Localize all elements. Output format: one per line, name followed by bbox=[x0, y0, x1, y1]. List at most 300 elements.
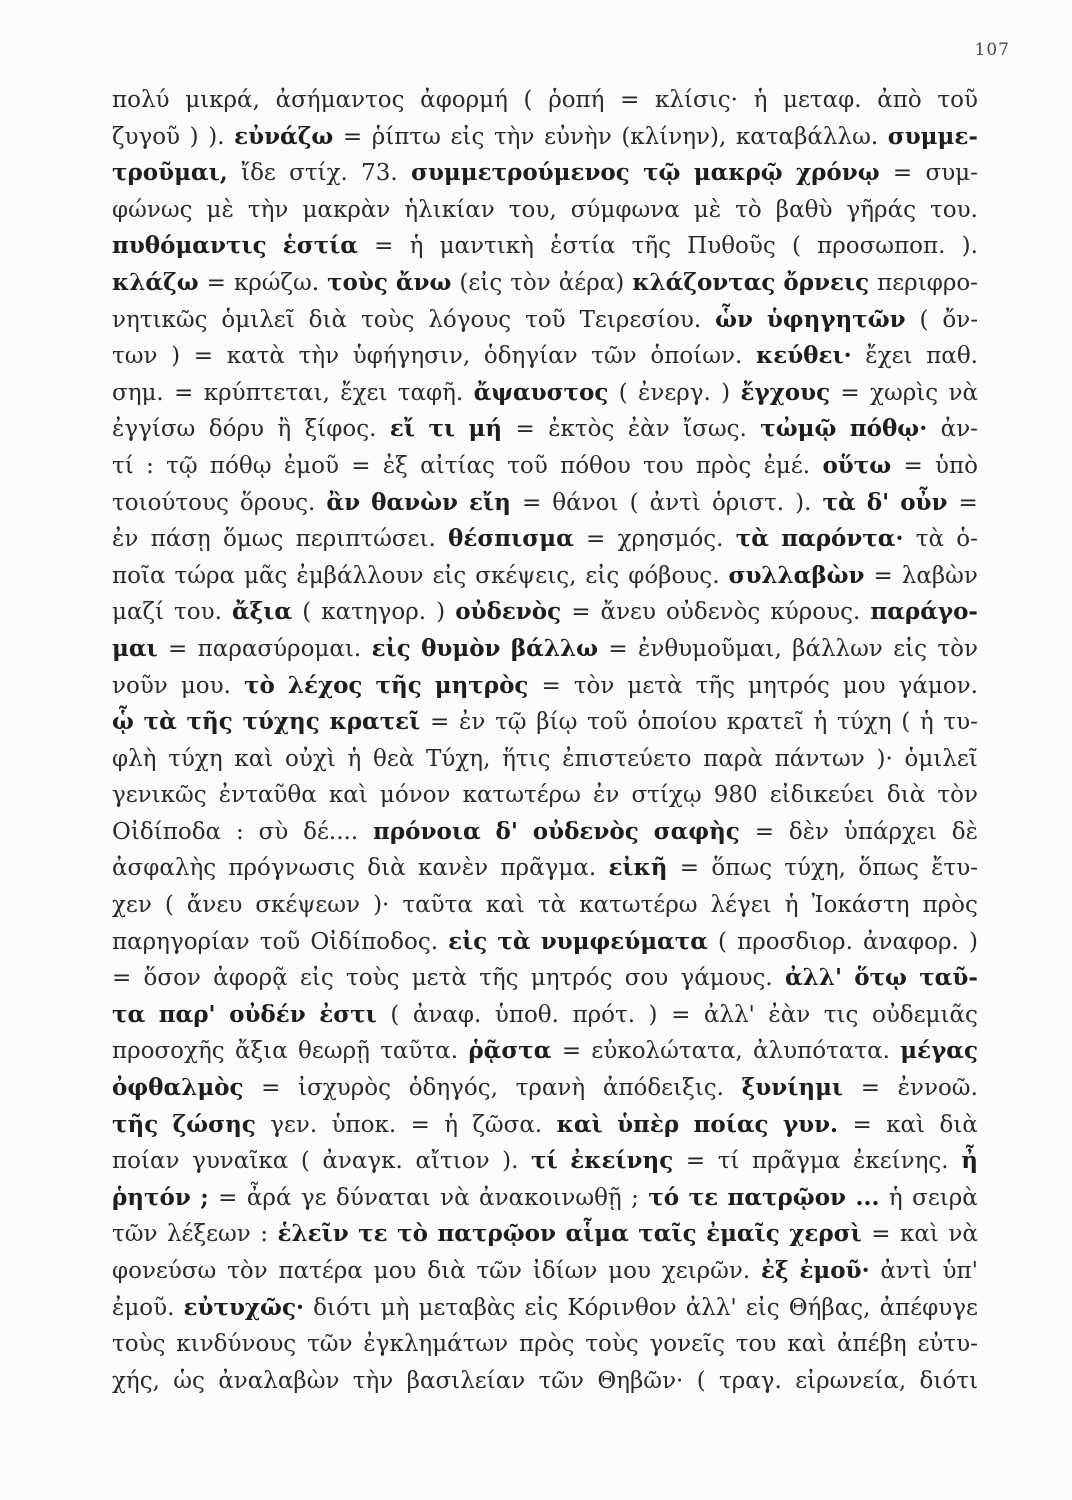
text-line bbox=[112, 850, 978, 887]
gloss-word: πρᾶγμα bbox=[752, 1148, 841, 1175]
lemma-term: ἄνω bbox=[395, 268, 452, 296]
gloss-word: τῆς bbox=[479, 965, 519, 992]
gloss-word: ἐμοῦ bbox=[283, 452, 339, 479]
text-line bbox=[112, 302, 978, 339]
gloss-word: καὶ bbox=[899, 1221, 939, 1248]
lemma-term: ὧν bbox=[715, 305, 753, 333]
gloss-word: πόθου bbox=[560, 452, 631, 479]
gloss-word: ῥίπτω bbox=[371, 123, 441, 150]
gloss-word: χωρὶς bbox=[870, 379, 939, 406]
lemma-term: ἐστι bbox=[319, 1000, 377, 1028]
lemma-term: εἰκῆ bbox=[608, 854, 668, 882]
lemma-term: τὸ bbox=[243, 671, 275, 699]
gloss-word: ( bbox=[523, 87, 533, 113]
gloss-word: ἀσφαλὴς bbox=[112, 855, 217, 882]
gloss-word: χεν bbox=[112, 892, 152, 919]
gloss-word: ἀνακοινωθῇ bbox=[479, 1184, 622, 1211]
lemma-term: τὰ bbox=[497, 927, 531, 955]
gloss-word: προσδιορ. bbox=[737, 928, 853, 955]
gloss-word: ἀπέφυγε bbox=[879, 1294, 978, 1321]
gloss-word: ὅρους. bbox=[239, 489, 316, 516]
gloss-word: εὐτυ- bbox=[917, 1331, 978, 1358]
gloss-word: ( bbox=[300, 1148, 310, 1175]
gloss-word: τῆς bbox=[695, 672, 735, 699]
gloss-word: ῥοπή bbox=[548, 87, 605, 113]
gloss-word: του. bbox=[174, 599, 222, 626]
gloss-word: εὐκολώτατα, bbox=[591, 1038, 743, 1065]
text-line bbox=[112, 1107, 978, 1144]
gloss-word: εἰς bbox=[450, 123, 485, 150]
gloss-word: βάλλων bbox=[792, 635, 883, 662]
text-line bbox=[112, 265, 978, 302]
gloss-word: ( bbox=[618, 379, 628, 406]
gloss-word: τῶν bbox=[476, 1258, 522, 1284]
gloss-word: ἐὰν bbox=[768, 1001, 811, 1028]
gloss-word: προσοχῆς bbox=[112, 1038, 225, 1065]
gloss-word: ποίαν bbox=[112, 1148, 180, 1175]
gloss-word: χρησμός. bbox=[617, 526, 724, 553]
gloss-word: ἀπόδειξις. bbox=[602, 1075, 724, 1102]
gloss-word: πατέρα bbox=[278, 1258, 363, 1284]
gloss-word: ἴσως. bbox=[683, 416, 747, 443]
lemma-term: τε bbox=[358, 1220, 388, 1248]
gloss-word: = bbox=[112, 965, 132, 992]
gloss-word: ὅπως bbox=[711, 855, 772, 882]
text-line bbox=[112, 777, 978, 814]
gloss-word: ) bbox=[968, 928, 978, 955]
gloss-word: = bbox=[342, 123, 363, 150]
gloss-word: ἐξ bbox=[382, 452, 408, 479]
gloss-word: ἥτις bbox=[502, 745, 551, 772]
gloss-word: νὰ bbox=[948, 1221, 978, 1248]
gloss-word: φόβους. bbox=[628, 562, 720, 589]
gloss-word: οὐδενὸς bbox=[666, 599, 761, 626]
gloss-word: σκέψεις, bbox=[475, 562, 577, 589]
text-line bbox=[112, 1253, 978, 1290]
gloss-word: ἀσήμαντος bbox=[275, 87, 405, 113]
lemma-term: τί bbox=[531, 1147, 558, 1175]
gloss-word: τί bbox=[112, 452, 134, 479]
gloss-word: καὶ bbox=[234, 745, 274, 772]
gloss-word: τὴν bbox=[352, 1367, 394, 1394]
gloss-word: ( bbox=[791, 233, 801, 260]
gloss-word: λέξεων bbox=[166, 1221, 251, 1248]
gloss-word: ποῖα bbox=[112, 562, 166, 589]
gloss-word: τοῦ bbox=[525, 306, 566, 333]
text-line bbox=[112, 924, 978, 961]
lemma-term: ἐμαῖς bbox=[706, 1220, 780, 1248]
gloss-word: πρὸς bbox=[922, 892, 978, 919]
gloss-word: τὸν bbox=[937, 782, 978, 809]
gloss-word: ἡ bbox=[919, 709, 934, 736]
gloss-word: μακρὰν bbox=[302, 196, 391, 223]
gloss-word: : bbox=[260, 1221, 269, 1248]
gloss-word: μεταφ. bbox=[783, 87, 862, 113]
gloss-word: ἀντὶ bbox=[880, 1258, 932, 1284]
lemma-term: κλάζω bbox=[112, 268, 199, 296]
gloss-word: μὲ bbox=[206, 196, 234, 223]
text-line bbox=[112, 1033, 978, 1070]
gloss-word: προσωποπ. bbox=[817, 233, 946, 260]
lemma-term: τὰ bbox=[735, 525, 769, 553]
text-line bbox=[112, 1326, 978, 1363]
gloss-word: ἐγκλημάτων bbox=[363, 1331, 509, 1358]
gloss-word: τὸν bbox=[937, 635, 978, 662]
gloss-word: ὁ- bbox=[956, 526, 978, 553]
lemma-term: παρ' bbox=[158, 1000, 216, 1028]
gloss-word: σκέψεων bbox=[255, 892, 361, 919]
gloss-word: πρὸς bbox=[519, 1331, 575, 1358]
gloss-word: ἀπέβη bbox=[837, 1331, 907, 1358]
gloss-word: καταβάλλω. bbox=[735, 123, 879, 150]
gloss-word: καὶ bbox=[485, 892, 525, 919]
lemma-term: τῆς bbox=[375, 671, 422, 699]
gloss-word: γάμον. bbox=[898, 672, 978, 699]
lemma-term: παράγο- bbox=[870, 598, 978, 626]
gloss-word: = bbox=[374, 233, 394, 260]
lemma-term: παρόντα· bbox=[781, 525, 904, 553]
lemma-term: ἀλλ' bbox=[784, 964, 842, 992]
gloss-word: τύχη, bbox=[784, 855, 846, 882]
gloss-word: διότι bbox=[919, 1367, 978, 1394]
gloss-word: ταφῆ. bbox=[397, 379, 464, 406]
lemma-term: ἦ bbox=[961, 1147, 978, 1175]
gloss-word: παρασύρομαι. bbox=[197, 635, 362, 662]
gloss-word: τὰ bbox=[915, 526, 945, 553]
gloss-word: ἡ bbox=[409, 233, 424, 260]
lemma-term: ᾧ bbox=[112, 708, 134, 736]
lemma-term: ἐμοῦ· bbox=[799, 1257, 870, 1284]
lemma-term: εἴ bbox=[389, 415, 416, 443]
gloss-word: του, bbox=[508, 196, 557, 223]
text-line bbox=[112, 119, 978, 156]
text-line bbox=[112, 338, 978, 375]
gloss-word: ὅμως bbox=[222, 526, 284, 553]
gloss-word: μὲ bbox=[693, 196, 722, 223]
lemma-term: δ' bbox=[495, 817, 518, 845]
gloss-word: δύναται bbox=[336, 1184, 431, 1211]
lemma-term: θέσπισμα bbox=[448, 525, 574, 553]
gloss-word: = bbox=[903, 452, 923, 479]
lemma-term: συμμε- bbox=[887, 122, 978, 150]
gloss-word: θάνοι bbox=[552, 489, 619, 516]
text-line bbox=[112, 558, 978, 595]
lemma-term: δ' bbox=[866, 488, 890, 516]
gloss-word: ἐγγίσω bbox=[112, 416, 196, 443]
text-line bbox=[112, 228, 978, 265]
gloss-word: ). bbox=[961, 233, 978, 260]
gloss-word: ( bbox=[718, 928, 728, 955]
gloss-word: : bbox=[235, 818, 244, 845]
text-line bbox=[112, 1180, 978, 1217]
lemma-term: ταῦ- bbox=[919, 964, 978, 992]
gloss-word: τῶν bbox=[307, 1331, 353, 1358]
gloss-word: Τειρεσίου. bbox=[579, 306, 702, 333]
lemma-term: ἑστία bbox=[282, 232, 358, 260]
gloss-word: τῶν bbox=[112, 1221, 158, 1248]
lemma-term: πατρῷον bbox=[727, 1183, 847, 1211]
lemma-term: νυμφεύματα bbox=[540, 927, 708, 955]
lemma-term: τὰ bbox=[822, 488, 856, 516]
gloss-word: ἰσχυρὸς bbox=[298, 1075, 392, 1102]
lemma-term: κεύθει· bbox=[755, 342, 852, 370]
gloss-word: μου. bbox=[180, 672, 231, 699]
gloss-word: κινδύνους bbox=[176, 1331, 297, 1358]
gloss-word: οὐδεμιᾶς bbox=[871, 1001, 978, 1028]
gloss-word: ( bbox=[390, 1001, 400, 1028]
gloss-word: ὑφήγησιν, bbox=[352, 343, 471, 370]
gloss-word: διὰ bbox=[308, 306, 348, 333]
gloss-word: ( bbox=[919, 306, 929, 333]
gloss-word: σειρὰ bbox=[912, 1184, 978, 1211]
gloss-word: Τύχη, bbox=[426, 745, 491, 772]
gloss-word: μαζί bbox=[112, 599, 164, 626]
lemma-term: μή bbox=[468, 415, 503, 443]
lemma-term: μαι bbox=[112, 634, 158, 662]
gloss-word: τύχη bbox=[168, 745, 223, 772]
gloss-word: βαθὺ bbox=[775, 196, 833, 223]
lemma-term: ἄξια bbox=[231, 598, 293, 626]
gloss-word: Θήβας, bbox=[788, 1294, 871, 1321]
lemma-term: οὐδενὸς bbox=[532, 817, 639, 845]
lemma-term: εὐτυχῶς· bbox=[183, 1293, 304, 1321]
lemma-term: χερσὶ bbox=[789, 1220, 862, 1248]
gloss-word: ἀλλ' bbox=[685, 1294, 737, 1321]
gloss-word: Πυθοῦς bbox=[687, 233, 776, 260]
gloss-word: ). bbox=[795, 489, 812, 516]
gloss-word: νητικῶς bbox=[112, 306, 208, 333]
gloss-word: κατωτέρω bbox=[579, 892, 698, 919]
text-line bbox=[112, 155, 978, 192]
gloss-word: 73. bbox=[361, 160, 398, 187]
lemma-term: ὅτῳ bbox=[854, 964, 907, 992]
gloss-word: = bbox=[958, 489, 978, 516]
gloss-word: εἰς bbox=[524, 1294, 559, 1321]
text-line bbox=[112, 1070, 978, 1107]
gloss-word: κρατεῖ bbox=[726, 709, 804, 736]
lemma-term: ἐκείνης bbox=[570, 1147, 674, 1175]
gloss-word: τυ- bbox=[943, 709, 978, 736]
gloss-word: ὡς bbox=[173, 1367, 205, 1394]
gloss-word: ἐκείνης. bbox=[853, 1148, 949, 1175]
gloss-word: καὶ bbox=[328, 782, 368, 809]
gloss-word: τῶν bbox=[591, 343, 637, 370]
gloss-word: ξίφος. bbox=[304, 416, 377, 443]
gloss-word: = bbox=[586, 526, 606, 553]
lemma-term: ὑφηγητῶν bbox=[766, 305, 906, 333]
gloss-word: πρότ. bbox=[572, 1001, 636, 1028]
gloss-word: = bbox=[679, 855, 700, 882]
lemma-term: ἂν bbox=[326, 488, 361, 516]
text-line bbox=[112, 448, 978, 485]
gloss-word: ). bbox=[502, 1148, 519, 1175]
lemma-term: μακρῷ bbox=[693, 159, 783, 187]
gloss-word: τοῦ bbox=[259, 928, 301, 955]
gloss-word: ἑστία bbox=[550, 233, 616, 260]
gloss-word: τὸν bbox=[510, 269, 551, 296]
lemma-term: θανὼν bbox=[371, 488, 458, 516]
gloss-word: ἀναφ. bbox=[412, 1001, 482, 1028]
gloss-word: ) bbox=[648, 1001, 658, 1028]
gloss-word: τὴν bbox=[247, 196, 289, 223]
gloss-word: ταῦτα. bbox=[380, 1038, 459, 1065]
gloss-word: ἡ bbox=[444, 1111, 459, 1138]
gloss-word: ἀλυπότατα. bbox=[753, 1038, 890, 1065]
lemma-term: κλάζοντας bbox=[632, 268, 776, 296]
gloss-word: ὑπ' bbox=[942, 1258, 978, 1284]
gloss-word: ὅσον bbox=[143, 965, 201, 992]
text-line bbox=[112, 375, 978, 412]
gloss-word: 980 bbox=[713, 782, 758, 809]
gloss-word: νοῦν bbox=[112, 672, 168, 699]
lemma-term: εἰς bbox=[371, 634, 411, 662]
gloss-word: του bbox=[643, 452, 684, 479]
gloss-word: δέ.... bbox=[303, 818, 359, 845]
gloss-word: πολύ bbox=[112, 87, 170, 113]
gloss-word: ἔχει bbox=[865, 343, 913, 370]
gloss-word: ἄνευ bbox=[600, 599, 656, 626]
gloss-word: ὁδηγίαν bbox=[483, 343, 578, 370]
text-line bbox=[112, 997, 978, 1034]
gloss-word: ) bbox=[721, 379, 731, 406]
gloss-word: τὴν bbox=[298, 343, 340, 370]
gloss-word: )· bbox=[373, 892, 390, 919]
gloss-word: Ἰοκάστη bbox=[811, 892, 910, 919]
lemma-term: θυμὸν bbox=[421, 634, 501, 662]
text-line bbox=[112, 704, 978, 741]
gloss-word: γε bbox=[300, 1184, 327, 1211]
gloss-word: ἡλικίαν bbox=[404, 196, 495, 223]
text-line bbox=[112, 631, 978, 668]
gloss-word: φώνως bbox=[112, 196, 193, 223]
gloss-word: εἰς bbox=[745, 1294, 780, 1321]
lemma-term: μέγας bbox=[900, 1037, 978, 1065]
gloss-word: συμ- bbox=[925, 160, 978, 187]
gloss-word: διότι bbox=[313, 1294, 372, 1321]
gloss-word: = bbox=[620, 87, 640, 113]
gloss-word: ἔχει bbox=[340, 379, 388, 406]
lemma-term: ; bbox=[200, 1183, 209, 1211]
gloss-word: γεν. bbox=[270, 1111, 318, 1138]
gloss-word: σημ. bbox=[112, 379, 164, 406]
gloss-word: ὁμιλεῖ bbox=[904, 745, 978, 772]
lemma-term: λέχος bbox=[287, 671, 363, 699]
gloss-word: εὐνὴν bbox=[544, 123, 612, 150]
gloss-word: χής, bbox=[112, 1367, 160, 1394]
gloss-word: χειρῶν. bbox=[661, 1258, 751, 1284]
lemma-term: τὰ bbox=[143, 708, 177, 736]
gloss-word: μου bbox=[373, 1258, 417, 1284]
gloss-word: διὰ bbox=[427, 1258, 466, 1284]
lemma-term: τῆς bbox=[186, 708, 233, 736]
gloss-word: μου bbox=[842, 672, 886, 699]
lemma-term: ῥᾷστα bbox=[468, 1037, 552, 1065]
gloss-word: = bbox=[261, 1075, 281, 1102]
gloss-word: τὴν bbox=[493, 123, 535, 150]
gloss-word: κύρους. bbox=[770, 599, 861, 626]
lemma-term: ... bbox=[855, 1183, 880, 1211]
text-line bbox=[112, 192, 978, 229]
gloss-word: τῆς bbox=[631, 233, 671, 260]
lemma-term: οὕτω bbox=[822, 451, 892, 479]
gloss-word: ὑποκ. bbox=[331, 1111, 397, 1138]
gloss-word: Κόρινθον bbox=[567, 1294, 677, 1321]
gloss-word: ἡ bbox=[347, 745, 362, 772]
lemma-term: εἴη bbox=[469, 488, 511, 516]
gloss-word: τὰ bbox=[537, 892, 567, 919]
gloss-word: τοὺς bbox=[346, 965, 400, 992]
gloss-word: λόγους bbox=[428, 306, 512, 333]
gloss-word: ἀφορμή bbox=[420, 87, 508, 113]
lemma-term: τι bbox=[428, 415, 456, 443]
gloss-word: μετὰ bbox=[411, 965, 467, 992]
lemma-term: τὸ bbox=[397, 1220, 428, 1248]
gloss-word: Οἰδίποδα bbox=[112, 818, 222, 845]
gloss-word: = bbox=[206, 269, 226, 296]
gloss-word: = bbox=[840, 379, 860, 406]
gloss-word: ἀναγκ. bbox=[322, 1148, 403, 1175]
gloss-word: (κλίνην), bbox=[621, 123, 727, 150]
gloss-word: ) bbox=[436, 599, 446, 626]
gloss-word: ) bbox=[171, 343, 181, 370]
gloss-word: τύχη bbox=[837, 709, 892, 736]
text-line bbox=[112, 82, 978, 119]
gloss-word: μαντικὴ bbox=[439, 233, 534, 260]
gloss-word: λαβὼν bbox=[901, 562, 978, 589]
gloss-word: νὰ bbox=[948, 379, 978, 406]
lemma-term: εὐνάζω bbox=[234, 122, 334, 150]
lemma-term: τύχης bbox=[242, 708, 320, 736]
gloss-word: μητρός bbox=[530, 965, 613, 992]
gloss-word: ) bbox=[189, 123, 199, 150]
gloss-word: ὑποθ. bbox=[494, 1001, 559, 1028]
gloss-word: ἰδίων bbox=[532, 1258, 598, 1284]
lemma-term: πατρῷον bbox=[437, 1220, 556, 1248]
text-line bbox=[112, 960, 978, 997]
lemma-term: πρόνοια bbox=[373, 817, 481, 845]
lemma-term: τροῦμαι, bbox=[112, 159, 228, 187]
lemma-term: τό bbox=[648, 1183, 680, 1211]
gloss-word: ἀλλ' bbox=[703, 1001, 755, 1028]
gloss-word: ἀφορᾷ bbox=[213, 965, 288, 992]
gloss-word: = bbox=[193, 343, 214, 370]
gloss-word: ἐνταῦθα bbox=[218, 782, 317, 809]
gloss-word: τὸ bbox=[735, 196, 762, 223]
lemma-term: τῆς bbox=[112, 1110, 159, 1138]
gloss-word: οὐχὶ bbox=[285, 745, 336, 772]
gloss-word: τοῦ bbox=[937, 87, 978, 113]
text-line bbox=[112, 1290, 978, 1327]
gloss-word: αἴτιον bbox=[415, 1148, 490, 1175]
gloss-word: πρὸς bbox=[695, 452, 752, 479]
gloss-word: ἀπὸ bbox=[877, 87, 922, 113]
gloss-word: μὴ bbox=[380, 1294, 410, 1321]
gloss-word: περιφρο- bbox=[877, 269, 978, 296]
gloss-word: εἰς bbox=[299, 965, 334, 992]
gloss-word: τὸν bbox=[227, 1258, 268, 1284]
gloss-word: ὁποίων. bbox=[650, 343, 743, 370]
gloss-word: τῷ bbox=[166, 452, 198, 479]
gloss-word: = bbox=[892, 160, 913, 187]
gloss-word: ἀντὶ bbox=[649, 489, 701, 516]
gloss-word: καὶ bbox=[787, 1331, 827, 1358]
gloss-word: τῶν bbox=[538, 1367, 585, 1394]
text-line bbox=[112, 411, 978, 448]
lemma-term: οὐδενὸς bbox=[455, 598, 562, 626]
lemma-term: τοὺς bbox=[327, 268, 388, 296]
gloss-word: ἐμβάλλουν bbox=[296, 562, 424, 589]
text-line bbox=[112, 1143, 978, 1180]
